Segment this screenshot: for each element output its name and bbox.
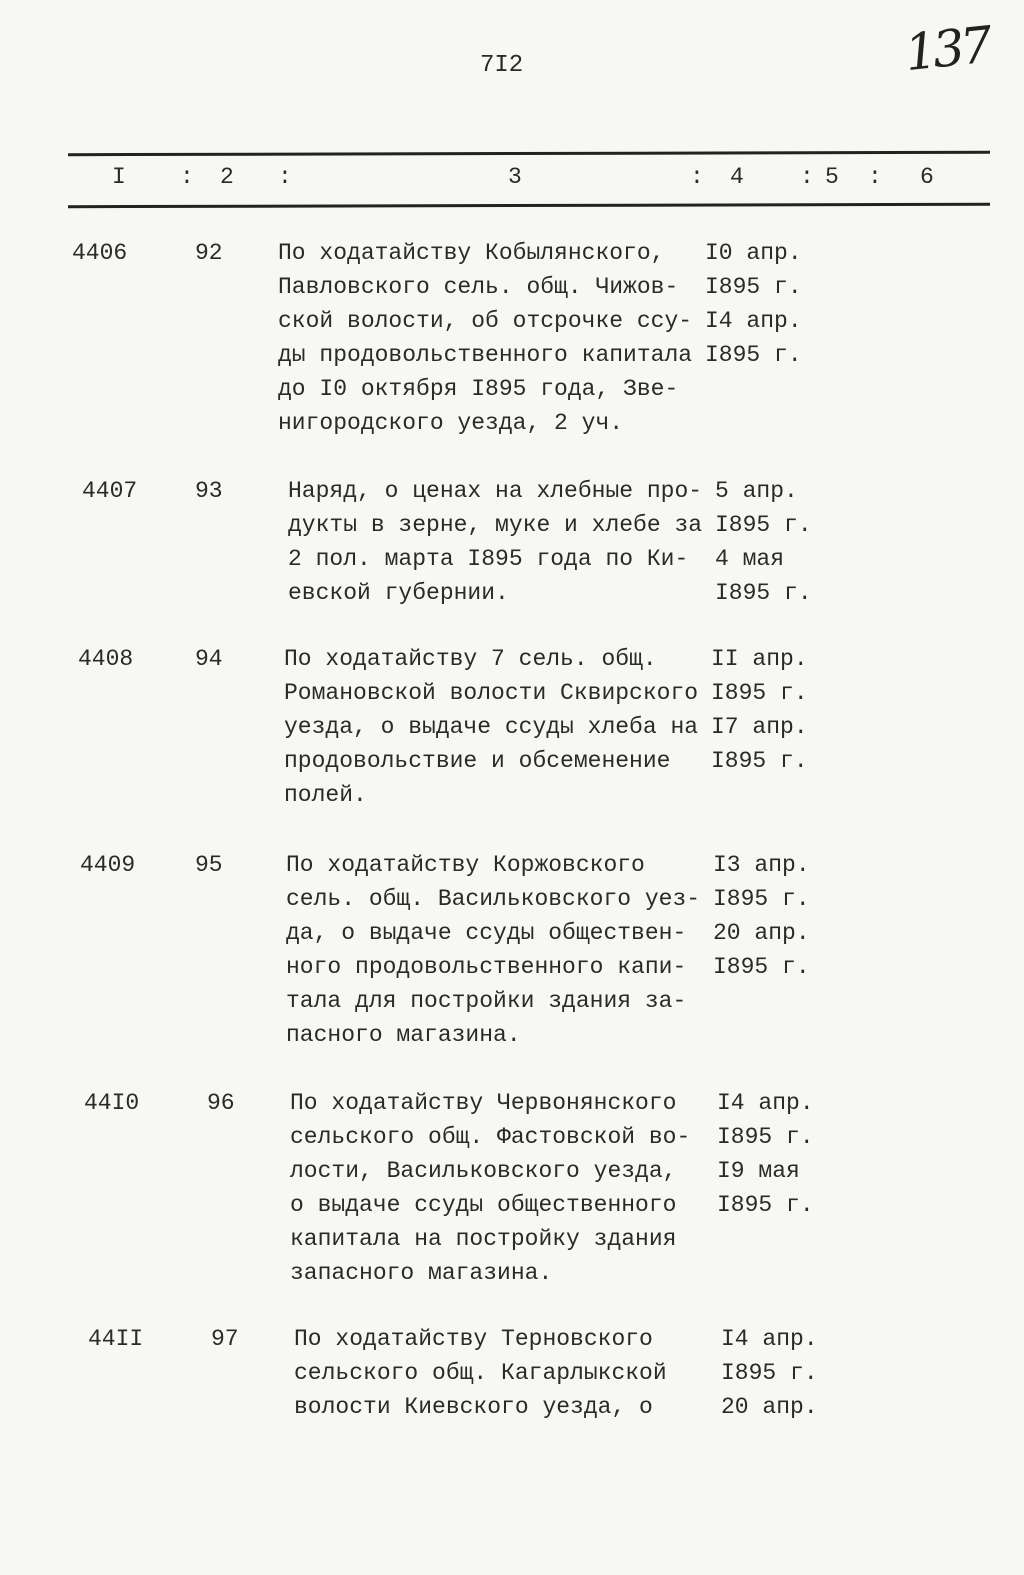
description-line: запасного магазина. xyxy=(290,1260,553,1286)
fund-number: 4406 xyxy=(72,240,128,266)
date-line: I895 г. xyxy=(717,1192,814,1218)
header-sep: : xyxy=(278,164,292,190)
date-line: I895 г. xyxy=(721,1360,818,1386)
page-number: 7I2 xyxy=(480,52,524,79)
fund-number: 4409 xyxy=(80,852,136,878)
header-col-6: 6 xyxy=(920,164,934,190)
description-line: ды продовольственного капитала xyxy=(278,342,693,368)
description-line: Романовской волости Сквирского xyxy=(284,680,699,706)
item-number: 95 xyxy=(195,852,223,878)
description-line: сельского общ. Фастовской во- xyxy=(290,1124,691,1150)
description-line: евской губернии. xyxy=(288,580,509,606)
description-line: полей. xyxy=(284,782,367,808)
description-line: Павловского сель. общ. Чижов- xyxy=(278,274,679,300)
date-line: I9 мая xyxy=(717,1158,800,1184)
description-line: По ходатайству 7 сель. общ. xyxy=(284,646,657,672)
item-number: 96 xyxy=(207,1090,235,1116)
description-line: да, о выдаче ссуды обществен- xyxy=(286,920,687,946)
description-line: волости Киевского уезда, о xyxy=(294,1394,653,1420)
description-line: 2 пол. марта I895 года по Ки- xyxy=(288,546,689,572)
description-line: продовольствие и обсеменение xyxy=(284,748,671,774)
item-number: 93 xyxy=(195,478,223,504)
description-line: ного продовольственного капи- xyxy=(286,954,687,980)
date-line: I895 г. xyxy=(705,274,802,300)
description-line: сельского общ. Кагарлыкской xyxy=(294,1360,667,1386)
description-line: Наряд, о ценах на хлебные про- xyxy=(288,478,703,504)
description-line: уезда, о выдаче ссуды хлеба на xyxy=(284,714,699,740)
description-line: нигородского уезда, 2 уч. xyxy=(278,410,624,436)
fund-number: 4408 xyxy=(78,646,134,672)
date-line: I7 апр. xyxy=(711,714,808,740)
date-line: I4 апр. xyxy=(717,1090,814,1116)
date-line: I895 г. xyxy=(705,342,802,368)
fund-number: 44II xyxy=(88,1326,144,1352)
description-line: о выдаче ссуды общественного xyxy=(290,1192,677,1218)
description xyxy=(278,236,708,440)
date-line: I895 г. xyxy=(713,954,810,980)
date-line: I895 г. xyxy=(717,1124,814,1150)
header-col-2: 2 xyxy=(220,164,234,190)
header-col-4: 4 xyxy=(730,164,744,190)
date-line: II апр. xyxy=(711,646,808,672)
description-line: ской волости, об отсрочке ссу- xyxy=(278,308,693,334)
item-number: 92 xyxy=(195,240,223,266)
description-line: тала для постройки здания за- xyxy=(286,988,687,1014)
description-line: сель. общ. Васильковского уез- xyxy=(286,886,701,912)
header-col-3: 3 xyxy=(508,164,522,190)
header-col-1: I xyxy=(112,164,126,190)
date-line: 4 мая xyxy=(715,546,785,572)
date-line: I4 апр. xyxy=(721,1326,818,1352)
dates xyxy=(721,1322,818,1424)
header-sep: : xyxy=(690,164,704,190)
header-sep: : xyxy=(800,164,814,190)
date-line: I3 апр. xyxy=(713,852,810,878)
date-line: I895 г. xyxy=(711,680,808,706)
date-line: 5 апр. xyxy=(715,478,798,504)
date-line: 20 апр. xyxy=(713,920,810,946)
description xyxy=(294,1322,724,1424)
date-line: I895 г. xyxy=(713,886,810,912)
dates xyxy=(711,642,808,778)
date-line: I895 г. xyxy=(711,748,808,774)
description-line: дукты в зерне, муке и хлебе за xyxy=(288,512,703,538)
fund-number: 44I0 xyxy=(84,1090,140,1116)
dates xyxy=(705,236,802,372)
description-line: капитала на постройку здания xyxy=(290,1226,677,1252)
date-line: I895 г. xyxy=(715,580,812,606)
item-number: 97 xyxy=(211,1326,239,1352)
handwritten-folio-number: 137 xyxy=(902,15,992,83)
description xyxy=(290,1086,720,1290)
header-sep: : xyxy=(180,164,194,190)
fund-number: 4407 xyxy=(82,478,138,504)
description xyxy=(286,848,716,1052)
item-number: 94 xyxy=(195,646,223,672)
description xyxy=(284,642,714,812)
date-line: 20 апр. xyxy=(721,1394,818,1420)
description-line: лости, Васильковского уезда, xyxy=(290,1158,677,1184)
date-line: I895 г. xyxy=(715,512,812,538)
header-col-5: 5 xyxy=(825,164,839,190)
date-line: I4 апр. xyxy=(705,308,802,334)
description xyxy=(288,474,718,610)
date-line: I0 апр. xyxy=(705,240,802,266)
description-line: По ходатайству Терновского xyxy=(294,1326,653,1352)
description-line: пасного магазина. xyxy=(286,1022,521,1048)
description-line: По ходатайству Коржовского xyxy=(286,852,645,878)
header-top-rule xyxy=(68,151,990,156)
dates xyxy=(713,848,810,984)
description-line: до I0 октября I895 года, Зве- xyxy=(278,376,679,402)
dates xyxy=(717,1086,814,1222)
description-line: По ходатайству Червонянского xyxy=(290,1090,677,1116)
header-bottom-rule xyxy=(68,203,990,208)
header-sep: : xyxy=(868,164,882,190)
dates xyxy=(715,474,812,610)
description-line: По ходатайству Кобылянского, xyxy=(278,240,665,266)
